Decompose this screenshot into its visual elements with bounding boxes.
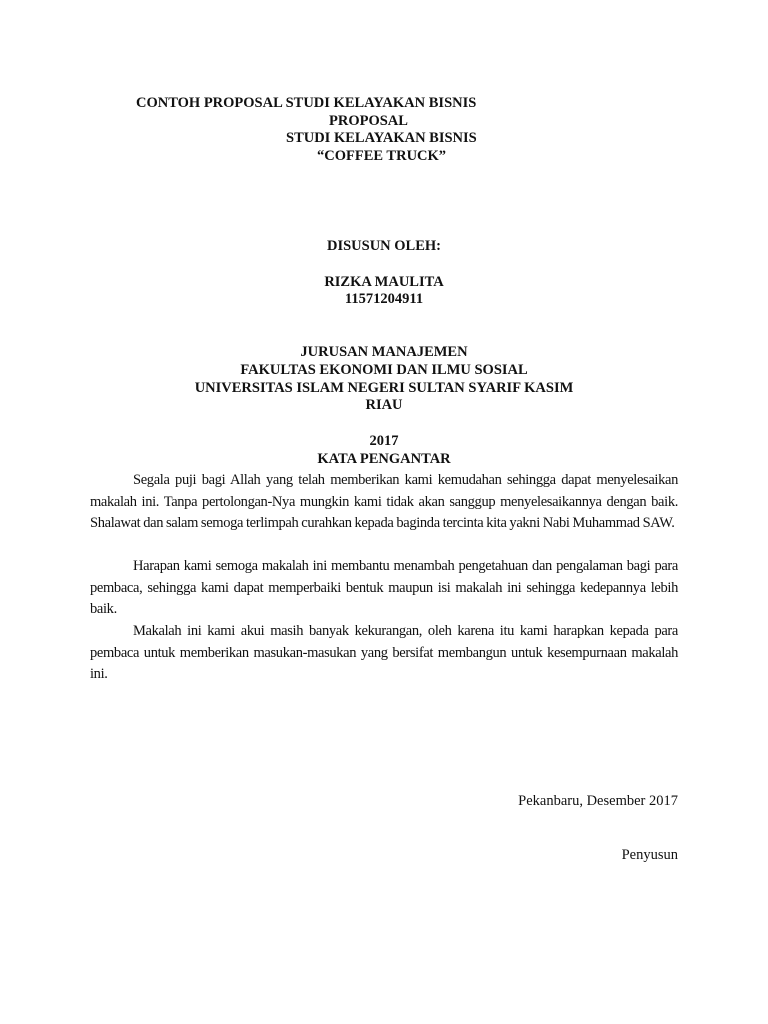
author-name: RIZKA MAULITA	[324, 274, 444, 290]
year: 2017	[369, 433, 399, 449]
cover-title-line-3: STUDI KELAYAKAN BISNIS	[286, 130, 477, 146]
composed-by-label: DISUSUN OLEH:	[326, 238, 441, 254]
foreword-paragraph-3: Makalah ini kami akui masih banyak kekurangan, oleh karena itu kami harapkan kepada para pembaca untuk memberikan masukan-masukan yang bersifat membangun untuk kesempurnaan makalah ini.	[90, 623, 678, 682]
cover-title-line-2: PROPOSAL	[329, 113, 408, 129]
foreword-paragraph-2: Harapan kami semoga makalah ini membantu menambah pengetahuan dan pengalaman bagi para pembaca, sehingga kami dapat memperbaiki bentuk maupun isi makalah ini sehingga kedepannya lebih baik.	[90, 558, 678, 617]
signature-label: Penyusun	[621, 847, 678, 863]
cover-title-line-1: CONTOH PROPOSAL STUDI KELAYAKAN BISNIS	[136, 95, 477, 111]
foreword-paragraph-1: Segala puji bagi Allah yang telah memberikan kami kemudahan sehingga dapat menyelesaikan makalah ini. Tanpa pertolongan-Nya mungkin kami tidak akan sanggup menyelesaikannya dengan baik. Shalawat dan salam semoga terlimpah curahkan kepada baginda tercinta kita yakni Nabi Muhammad SAW.	[90, 472, 678, 531]
university: UNIVERSITAS ISLAM NEGERI SULTAN SYARIF KASIM	[194, 380, 574, 396]
cover-title-line-4: “COFFEE TRUCK”	[317, 148, 447, 164]
foreword-heading: KATA PENGANTAR	[317, 451, 451, 467]
department: JURUSAN MANAJEMEN	[300, 344, 468, 360]
faculty: FAKULTAS EKONOMI DAN ILMU SOSIAL	[240, 362, 528, 378]
region: RIAU	[365, 397, 403, 413]
place-date: Pekanbaru, Desember 2017	[518, 793, 678, 809]
author-id: 11571204911	[344, 291, 424, 307]
